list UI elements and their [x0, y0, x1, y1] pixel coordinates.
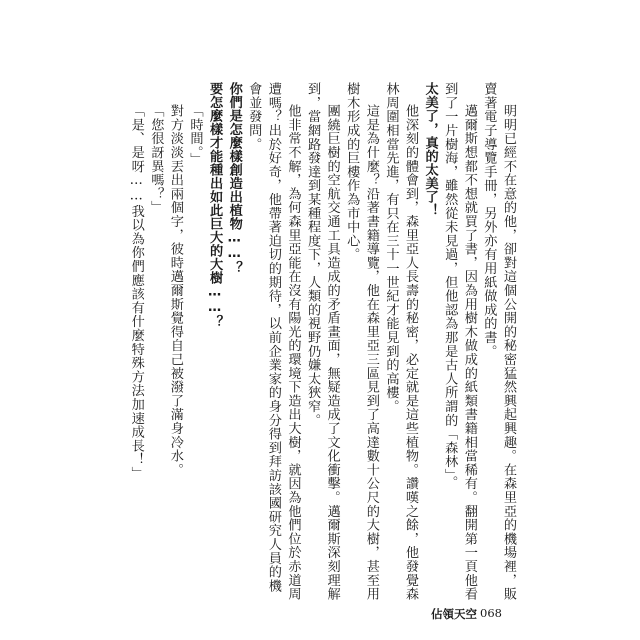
paragraph-2: 邁爾斯想都不想就買了書，因為用樹木做成的紙類書籍相當稀有。翻開第一頁他看到了一片樹海，雖然從未見過，但他認為那是古人所謂的「森林」。	[442, 82, 477, 602]
page-number: 068	[480, 606, 502, 620]
paragraph-1: 明明已經不在意的他，卻對這個公開的秘密猛然興起興趣。在森里亞的機場裡，販賣著電子導覽手冊，另外亦有用紙做成的書。	[481, 82, 516, 602]
paragraph-9-emphasis: 要怎麼樣才能種出如此巨大的大樹……？	[207, 82, 223, 329]
paragraph-4: 他深刻的體會到，森里亞人長壽的秘密，必定就是這些植物。讚嘆之餘，他發覺森林周圍相當先進，有只在三十一世紀才能見到的高樓。	[383, 82, 419, 602]
paragraph-6: 團繞巨樹的空航交通工具造成的矛盾畫面，無疑造成了文化衝擊。邁爾斯深刻理解到，當網路發達到某種程度下，人類的視野仍嫌太狹窄。	[305, 82, 340, 602]
running-title: 佔領天空	[431, 607, 477, 621]
paragraph-10: 「時間。」	[187, 104, 203, 167]
paragraph-11: 對方淡淡丟出兩個字，彼時邁爾斯覺得自己被潑了滿身冷水。	[167, 104, 183, 478]
page-footer	[0, 606, 640, 626]
paragraph-13: 「是、是呀……我以為你們應該有什麼特殊方法加速成長！」	[128, 104, 144, 481]
paragraph-5: 這是為什麼？沿著書籍導覽，他在森里亞三區見到了高達數十公尺的大樹，甚至用樹木形成的巨樓作為市中心。	[344, 82, 379, 602]
paragraph-8-emphasis: 你們是怎麼樣創造出植物……？	[226, 82, 242, 275]
paragraph-7: 他非常不解，為何森里亞能在沒有陽光的環境下造出大樹，就因為他們位於赤道周遭嗎？出於好奇，他帶著迫切的期待，以前企業家的身分得到拜訪該國研究人員的機會並發問。	[246, 82, 301, 602]
paragraph-12: 「您很訝異嗎？」	[148, 104, 164, 215]
paragraph-3-emphasis: 太美了，真的太美了！	[422, 82, 438, 217]
body-text	[98, 82, 518, 602]
